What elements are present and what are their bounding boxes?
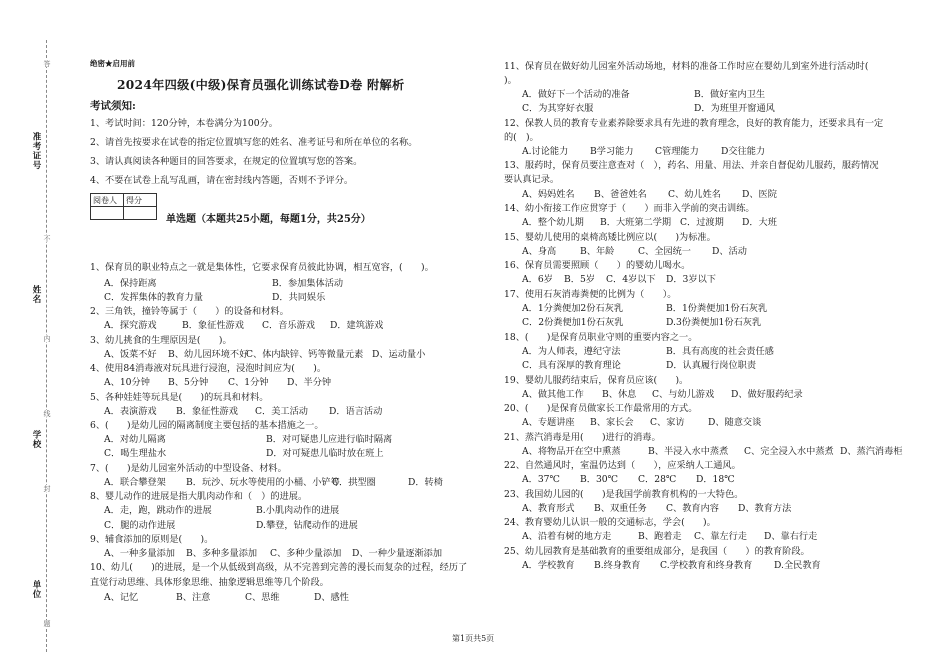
answer-option: C．具有深厚的教育理论	[522, 360, 621, 371]
answer-option: C．2份粪便加1份石灰乳	[522, 317, 624, 328]
answer-option: B、双重任务	[594, 503, 647, 514]
answer-option: C．4岁以下	[606, 274, 656, 285]
question-text: 23、我国幼儿园的( )是我国学前教育机构的一大特色。	[504, 489, 744, 500]
answer-option: A、将物品开在空中熏蒸	[522, 446, 621, 457]
answer-option: A、妈妈姓名	[522, 189, 575, 200]
score-cell: 得分	[124, 194, 157, 207]
question-text: 20、( )是保育员做家长工作最常用的方式。	[504, 403, 698, 414]
question-text: 4、使用84消毒液对玩具进行浸泡，浸泡时间应为( )。	[90, 363, 327, 374]
answer-option: B、注意	[176, 592, 211, 603]
answer-option: D、医院	[742, 189, 777, 200]
answer-option: A．走，跑，跳动作的进展	[104, 505, 212, 516]
answer-option: C、体内缺锌、钙等微量元素	[246, 349, 364, 360]
answer-option: C．美工活动	[255, 406, 308, 417]
answer-option: C．过渡期	[680, 217, 724, 228]
binding-mark: 答	[43, 60, 51, 67]
answer-option: B．做好室内卫生	[694, 89, 766, 100]
notice-item: 3、请认真阅读各种题目的回答要求，在规定的位置填写您的答案。	[90, 156, 363, 167]
question-text: 17、使用石灰消毒粪便的比例为（ ）。	[504, 289, 677, 300]
answer-option: 要认真记录。	[504, 174, 560, 185]
question-text: 19、婴幼儿服药结束后，保育员应该( )。	[504, 375, 689, 386]
answer-option: A、专题讲座	[522, 417, 575, 428]
binding-mark: 不	[43, 235, 51, 242]
answer-option: B、跑着走	[638, 531, 682, 542]
answer-option: C、与幼儿游戏	[652, 389, 715, 400]
answer-option: C、家访	[650, 417, 685, 428]
answer-option: A．为人师表，遵纪守法	[522, 346, 621, 357]
answer-option: D、一种少量逐渐添加	[352, 548, 443, 559]
answer-option: D．转椅	[408, 477, 443, 488]
question-text: 24、教育婴幼儿认识一般的交通标志，学会( )。	[504, 517, 716, 528]
answer-option: B．5岁	[564, 274, 595, 285]
answer-option: C．拱型圈	[332, 477, 376, 488]
answer-option: B．大班第二学期	[600, 217, 672, 228]
answer-option: D．共同娱乐	[272, 292, 326, 303]
question-text: 2、三角铁，撞铃等属于（ ）的设备和材料。	[90, 306, 289, 317]
answer-option: A．探究游戏	[104, 320, 157, 331]
binding-label: 姓名	[31, 285, 41, 304]
answer-option: C．腿的动作进展	[104, 520, 176, 531]
page-title: 2024年四级(中级)保育员强化训练试卷D卷 附解析	[117, 78, 405, 92]
answer-option: D、做好服药纪录	[731, 389, 803, 400]
answer-option: D.3份粪便加1份石灰乳	[666, 317, 762, 328]
question-text: 18、( )是保育员职业守则的重要内容之一。	[504, 332, 698, 343]
answer-option: D．建筑游戏	[330, 320, 384, 331]
answer-option: D交往能力	[721, 146, 766, 157]
answer-option: B．象征性游戏	[182, 320, 244, 331]
answer-option: C.学校教育和终身教育	[660, 560, 753, 571]
answer-option: D．对可疑患儿临时放在班上	[266, 448, 384, 459]
section-heading: 单选题（本题共25小题，每题1分，共25分）	[166, 214, 371, 225]
answer-option: B．具有高度的社会责任感	[666, 346, 774, 357]
answer-option: B．象征性游戏	[176, 406, 238, 417]
answer-option: B学习能力	[590, 146, 634, 157]
answer-option: C、完全浸入水中蒸煮	[744, 446, 834, 457]
answer-option: D、运动量小	[372, 349, 426, 360]
answer-option: D、活动	[712, 246, 747, 257]
answer-option: A．学校教育	[522, 560, 575, 571]
binding-mark: 题	[43, 620, 51, 627]
answer-option: B.终身教育	[594, 560, 641, 571]
answer-option: B、休息	[602, 389, 637, 400]
question-text: 7、( )是幼儿园室外活动的中型设备、材料。	[90, 463, 287, 474]
answer-option: B、家长会	[590, 417, 634, 428]
answer-option: D、随意交谈	[708, 417, 762, 428]
score-blank	[124, 207, 157, 220]
answer-option: A、10分钟	[104, 377, 150, 388]
answer-option: B．参加集体活动	[272, 278, 344, 289]
page-number: 第1页共5页	[452, 634, 495, 643]
answer-option: D、感性	[314, 592, 349, 603]
notice-item: 2、请首先按要求在试卷的指定位置填写您的姓名、准考证号和所在单位的名称。	[90, 137, 418, 148]
answer-option: C．28℃	[638, 474, 677, 485]
answer-option: B、爸爸姓名	[594, 189, 647, 200]
answer-option: B．玩沙、玩水等使用的小桶、小铲等	[186, 477, 340, 488]
answer-option: D．认真履行岗位职责	[666, 360, 757, 371]
question-text: 12、保教人员的教育专业素养除要求具有先进的教育理念，良好的教育能力，还要求具有一定	[504, 118, 884, 129]
question-text: 3、幼儿挑食的生理原因是( )。	[90, 335, 232, 346]
answer-option: A、饭菜不好	[104, 349, 157, 360]
question-text: 1、保育员的职业特点之一就是集体性，它要求保育员彼此协调，相互宽容，( )。	[90, 262, 434, 273]
question-text: 22、自然通风时，室温仍达到（ ），应采纳人工通风。	[504, 460, 741, 471]
answer-option: 直觉行动思维、具体形象思维、抽象逻辑思维等几个阶段。	[90, 577, 329, 588]
binding-label: 单位	[31, 580, 41, 599]
answer-option: A．对幼儿隔离	[104, 434, 166, 445]
binding-label: 学校	[31, 430, 41, 449]
question-text: 14、幼小衔接工作应贯穿于（ ）而非入学前的突击训练。	[504, 203, 755, 214]
answer-option: B．对可疑患儿应进行临时隔离	[266, 434, 393, 445]
answer-option: C、思维	[245, 592, 280, 603]
answer-option: C管理能力	[655, 146, 699, 157]
reviewer-cell: 阅卷人	[91, 194, 124, 207]
answer-option: A．1分粪便加2份石灰乳	[522, 303, 624, 314]
answer-option: A．表演游戏	[104, 406, 157, 417]
answer-option: B、多种多量添加	[186, 548, 258, 559]
notice-item: 4、不要在试卷上乱写乱画，请在密封线内答题，否则不予评分。	[90, 175, 354, 186]
answer-option: C．发挥集体的教育力量	[104, 292, 203, 303]
question-text: 21、蒸汽消毒是用( )进行的消毒。	[504, 432, 661, 443]
answer-option: C、教育内容	[666, 503, 719, 514]
answer-option: A、做其他工作	[522, 389, 584, 400]
question-text: 8、婴儿动作的进展是指大肌肉动作和（ ）的进展。	[90, 491, 308, 502]
answer-option: D．3岁以下	[666, 274, 716, 285]
answer-option: D、教育方法	[738, 503, 792, 514]
question-text: 16、保育员需要照顾（ ）的婴幼儿喝水。	[504, 260, 691, 271]
notice-item: 1、考试时间：120分钟，本卷满分为100分。	[90, 118, 278, 129]
question-text: 11、保育员在做好幼儿园室外活动场地，材料的准备工作时应在婴幼儿到室外进行活动时(	[504, 61, 887, 72]
question-text: 5、各种娃娃等玩具是( )的玩具和材料。	[90, 392, 269, 403]
answer-option: D．语言活动	[329, 406, 383, 417]
question-text: 25、幼儿园教育是基础教育的重要组成部分，是我国（ ）的教育阶段。	[504, 546, 810, 557]
answer-option: A．整个幼儿期	[522, 217, 584, 228]
answer-option: D．18℃	[696, 474, 735, 485]
answer-option: B、年龄	[580, 246, 615, 257]
answer-option: 的( )。	[504, 132, 539, 143]
binding-mark: 线	[43, 410, 51, 417]
answer-option: C．为其穿好衣服	[522, 103, 594, 114]
binding-label: 准考证号	[31, 132, 41, 170]
notice-heading: 考试须知:	[90, 100, 136, 112]
answer-option: A．37℃	[522, 474, 560, 485]
binding-mark: 封	[43, 485, 51, 492]
answer-option: C、全园统一	[638, 246, 691, 257]
grading-table	[90, 193, 157, 220]
answer-option: C．喝生理盐水	[104, 448, 167, 459]
answer-option: D、蒸汽消毒柜	[840, 446, 903, 457]
answer-option: A、沿着有树的地方走	[522, 531, 612, 542]
reviewer-blank	[91, 207, 124, 220]
question-text: 13、服药时，保育员要注意查对（ ），药名、用量、用法、并亲自督促幼儿服药，服药情况	[504, 160, 879, 171]
answer-option: C．音乐游戏	[262, 320, 315, 331]
answer-option: A．6岁	[522, 274, 553, 285]
answer-option: D.攀登，钻爬动作的进展	[256, 520, 358, 531]
answer-option: D、靠右行走	[764, 531, 818, 542]
answer-option: B、半浸入水中蒸煮	[648, 446, 729, 457]
answer-option: A、记忆	[104, 592, 139, 603]
question-text: 15、婴幼儿使用的桌椅高矮比例应以( )为标准。	[504, 232, 716, 243]
answer-option: A、一种多量添加	[104, 548, 175, 559]
answer-option: A、教育形式	[522, 503, 575, 514]
binding-line	[46, 40, 47, 652]
answer-option: B．1份粪便加1份石灰乳	[666, 303, 768, 314]
answer-option: D.全民教育	[774, 560, 821, 571]
question-text: 9、辅食添加的原则是( )。	[90, 534, 214, 545]
answer-option: C、多种少量添加	[270, 548, 342, 559]
answer-option: C、1分钟	[228, 377, 269, 388]
secret-mark: 绝密★启用前	[90, 59, 135, 68]
answer-option: A.讨论能力	[522, 146, 569, 157]
answer-option: B.小肌肉动作的进展	[256, 505, 340, 516]
answer-option: )。	[504, 75, 517, 86]
answer-option: C、幼儿姓名	[668, 189, 721, 200]
answer-option: A．保持距离	[104, 278, 157, 289]
question-text: 6、( )是幼儿园的隔离制度主要包括的基本措施之一。	[90, 420, 324, 431]
answer-option: B．30℃	[580, 474, 618, 485]
answer-option: B、5分钟	[168, 377, 209, 388]
answer-option: D．为班里开窗通风	[694, 103, 775, 114]
question-text: 10、幼儿( )的进展，是一个从低级到高级，从不完善到完善的漫长而复杂的过程，经历了	[90, 562, 468, 573]
answer-option: C、靠左行走	[694, 531, 747, 542]
answer-option: D．大班	[742, 217, 777, 228]
answer-option: A、身高	[522, 246, 557, 257]
answer-option: A．做好下一个活动的准备	[522, 89, 630, 100]
answer-option: B、幼儿园环境不好	[168, 349, 249, 360]
binding-mark: 内	[43, 335, 51, 342]
answer-option: D、半分钟	[287, 377, 332, 388]
answer-option: A．联合攀登架	[104, 477, 166, 488]
